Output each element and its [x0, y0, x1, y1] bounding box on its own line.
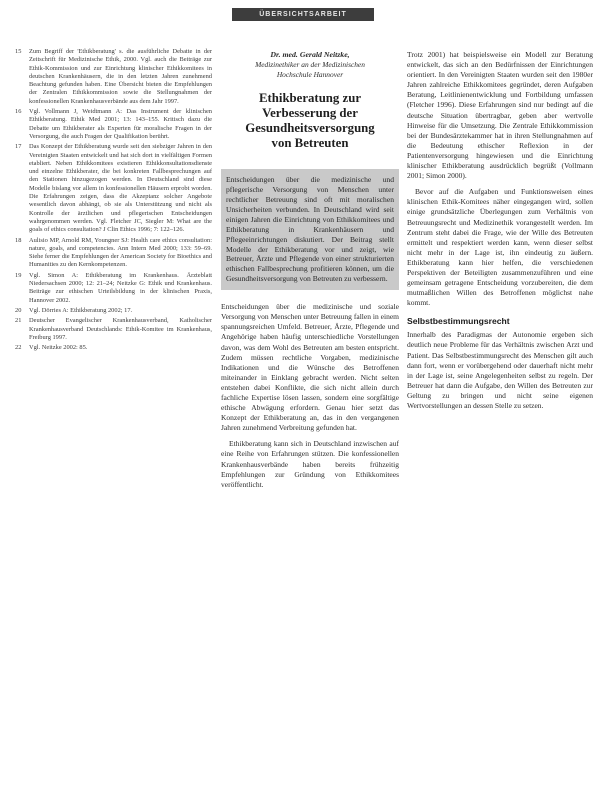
footnote-number: 16 [15, 108, 22, 116]
footnote-item [15, 307, 212, 315]
footnote-text: Vgl. Simon A: Ethikberatung im Krankenhaus. Ärzteblatt Niedersachsen 2000; 12: 21–24; Neitzke G: Ethik und Krankenhaus. Beiträge zur ethischen Urteilsbildung in der klinischen Praxis, Hannover 2002. [29, 271, 212, 304]
footnote-item [15, 48, 212, 106]
footnote-item [15, 143, 212, 234]
body-paragraph: Bevor auf die Aufgaben und Funktionsweisen eines klinischen Ethik-Komitees näher eingegangen wird, sollen einige grundsätzliche Überlegungen zum Verhältnis von Betreuungsrecht und Medizinethik vorangestellt werden. Im Zentrum steht dabei die Frage, wie der Wille des Betreuten ermittelt und respektiert werden kann, wenn dieser selbst nicht mehr in der Lage ist, ihn eindeutig zu äußern. Ethikberatung kann hier helfen, die verschiedenen Perspektiven der Beteiligten zusammenzuführen und eine gemeinsam getragene Entscheidung vorzubereiten, die dem mutmaßlichen Willen des Betroffenen möglichst nahe kommt. [407, 187, 593, 308]
footnote-number: 21 [15, 317, 22, 325]
footnote-number: 20 [15, 306, 22, 314]
article-title [221, 91, 399, 151]
footnote-number: 18 [15, 236, 22, 244]
author-affiliation-line: Hochschule Hannover [276, 69, 344, 79]
footnote-text: Vgl. Vollmann J, Weidtmann A: Das Instrument der klinischen Ethikberatung. Ethik Med 2001; 13: 143–155. Kritisch dazu die Debatte um Ethikberater als Experten für moralische Fragen in der Versorgung, die auch Fragen der Qualifikation berührt. [29, 108, 212, 140]
footnote-text: Aulisio MP, Arnold RM, Youngner SJ: Health care ethics consultation: nature, goals, and competencies. Ann Intern Med 2000; 133: 59–69. Siehe ferner die Empfehlungen der American Society for Bioethics and Humanities zu den Kernkompetenzen. [29, 236, 212, 269]
footnote-list [15, 48, 212, 352]
footnote-number: 15 [15, 48, 22, 55]
footnote-text: Vgl. Dörries A: Ethikberatung 2002; 17. [29, 306, 133, 314]
footnote-item [15, 317, 212, 342]
footnotes-column [15, 48, 212, 796]
footnote-item [15, 108, 212, 141]
article-column-right [407, 50, 593, 798]
body-paragraph: Innerhalb des Paradigmas der Autonomie ergeben sich deutlich neue Probleme für das Verhältnis zwischen Arzt und Patient. Das Selbstbestimmungsrecht des Menschen gilt auch dann fort, wenn er vorübergehend oder dauerhaft nicht mehr in der Lage ist, seine Angelegenheiten selbst zu regeln. Der Betreuer hat dann die Aufgabe, den Willen des Betreuten zur Geltung zu bringen und nicht seine eigenen Wertvorstellungen an dessen Stelle zu setzen. [407, 330, 593, 410]
section-header: ÜBERSICHTSARBEIT [232, 8, 374, 21]
footnote-item [15, 237, 212, 270]
footnote-number: 22 [15, 344, 22, 352]
footnote-number: 17 [15, 143, 22, 151]
title-line: Verbesserung der [262, 106, 358, 121]
article-column-main [221, 50, 399, 798]
footnote-text: Zum Begriff der 'Ethikberatung' s. die ausführliche Debatte in der Zeitschrift für Medizinische Ethik, 2000. Vgl. auch die Beiträge zur Ethik-Kommission und zur Einrichtung klinischer Ethikkomitees in deutschen Krankenhäusern, die in den letzten Jahren zunehmend Beachtung gefunden haben. Eine Übersicht bieten die Empfehlungen der Zentralen Ethikkommission sowie die Stellungnahmen der konfessionellen Krankenhausverbände aus dem Jahr 1997. [29, 48, 212, 105]
footnote-item [15, 344, 212, 352]
footnote-text: Das Konzept der Ethikberatung wurde seit den siebziger Jahren in den Vereinigten Staaten entwickelt und hat sich dort in vielfältigen Formen etabliert. Neben Ethikkomitees existieren Ethikkonsultationsdienste und einzelne Ethikberater, die bei konkreten Fallbesprechungen auf den Stationen hinzugezogen werden. In Deutschland sind diese Modelle bislang vor allem in konfessionellen Häusern erprobt worden. Die Erfahrungen zeigen, dass die Akzeptanz solcher Angebote wesentlich davon abhängt, ob sie als Unterstützung und nicht als Kontrolle der ärztlichen und pflegerischen Entscheidungen wahrgenommen werden. Vgl. Fletcher JC, Siegler M: What are the goals of ethics consultation? J Clin Ethics 1996; 7: 122–126. [29, 143, 212, 234]
body-paragraph: Entscheidungen über die medizinische und soziale Versorgung von Menschen unter Betreuung fallen in einem spannungsreichen Umfeld. Betreuer, Ärzte, Pflegende und Angehörige haben häufig unterschiedliche Vorstellungen davon, was dem Wohl des Betreuten am besten entspricht. Zudem müssen rechtliche Vorgaben, medizinische Indikationen und die Wünsche des Betroffenen miteinander in Einklang gebracht werden. Nicht selten entstehen dabei Konflikte, die sich nicht allein durch fachliche Expertise lösen lassen, sondern eine sorgfältige ethische Abwägung erfordern. Genau hier setzt das Konzept der Ethikberatung an, das in den vergangenen Jahren zunehmend Verbreitung gefunden hat. [221, 302, 399, 433]
body-paragraph: Ethikberatung kann sich in Deutschland inzwischen auf eine Reihe von Erfahrungen stützen. Die konfessionellen Krankenhausverbände haben bereits frühzeitig Empfehlungen zur Gründung von Ethikkomitees veröffentlicht. [221, 439, 399, 489]
section-heading: Selbstbestimmungsrecht [407, 316, 510, 327]
footnote-text: Deutscher Evangelischer Krankenhausverband, Katholischer Krankenhausverband Deutschlands: Ethik-Komitee im Krankenhaus, Freiburg 1997. [29, 317, 212, 341]
title-line: Ethikberatung zur [258, 91, 362, 106]
footnote-text: Vgl. Neitzke 2002: 85. [29, 344, 88, 352]
body-paragraph: Trotz 2001) hat beispielsweise ein Modell zur Beratung entwickelt, das sich an den Bedürfnissen der Einrichtungen orientiert. In den Vereinigten Staaten wurden seit den 1980er Jahren zahlreiche Ethikkomitees gegründet, deren Aufgaben Beratung, Leitlinienentwicklung und Fortbildung umfassen (Fletcher 1996). Diese Erfahrungen sind nur bedingt auf die deutsche Situation übertragbar, geben aber wertvolle Hinweise für die Umsetzung. Die Zentrale Ethikkommission bei der Bundesärztekammer hat in ihren Stellungnahmen auf die Bedeutung ethischer Reflexion in der Patientenversorgung hingewiesen und die Einrichtung klinischer Ethikberatung ausdrücklich begrüßt (Vollmann 2001; Simon 2000). [407, 50, 593, 181]
author-affiliation-line: Medizinethiker an der Medizinischen [255, 60, 365, 69]
footnote-number: 19 [15, 271, 22, 279]
title-line: von Betreuten [271, 136, 349, 151]
author-name: Dr. med. Gerald Neitzke, [270, 50, 350, 59]
author-block [221, 50, 399, 79]
footnote-item [15, 272, 212, 305]
title-line: Gesundheitsversorgung [245, 121, 375, 136]
abstract-box: Entscheidungen über die medizinische und pflegerische Versorgung von Menschen unter rechtlicher Betreuung sind oft mit moralischen Unsicherheiten verbunden. In Deutschland wird seit einigen Jahren die Einrichtung von Ethikkomitees und Ethikberatung in Krankenhäusern und Pflegeeinrichtungen diskutiert. Der Beitrag stellt Modelle der Ethikberatung vor und zeigt, wie Betreuer, Ärzte und Pflegende von einer strukturierten ethischen Fallbesprechung profitieren können, um die Gesundheitsversorgung von Betreuten zu verbessern. [221, 169, 399, 290]
